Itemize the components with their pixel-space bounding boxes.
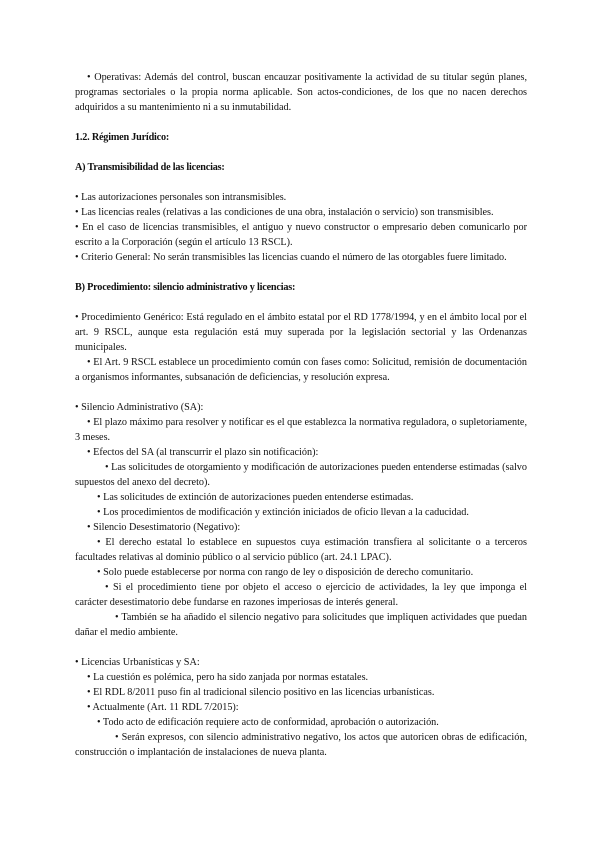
list-item: • También se ha añadido el silencio negativo para solicitudes que impliquen actividades que puedan dañar el medio ambiente. (75, 612, 527, 638)
list-item: • Las solicitudes de otorgamiento y modificación de autorizaciones pueden entenderse estimadas (salvo supuestos del anexo del decreto). (75, 462, 527, 488)
list-item: • Silencio Administrativo (SA): (75, 402, 204, 413)
list-item: • La cuestión es polémica, pero ha sido zanjada por normas estatales. (87, 672, 369, 683)
list-item: • Silencio Desestimatorio (Negativo): (87, 522, 241, 533)
list-item: • El RDL 8/2011 puso fin al tradicional silencio positivo en las licencias urbanísticas. (87, 687, 435, 698)
list-item: • Solo puede establecerse por norma con rango de ley o disposición de derecho comunitario. (97, 567, 474, 578)
list-item: • Si el procedimiento tiene por objeto el acceso o ejercicio de actividades, la ley que imponga el carácter desestimatorio debe fundarse en razones imperiosas de interés general. (75, 582, 527, 608)
list-item: • Criterio General: No serán transmisibles las licencias cuando el número de las otorgables fuere limitado. (75, 252, 507, 263)
list-item: • Las solicitudes de extinción de autorizaciones pueden entenderse estimadas. (97, 492, 414, 503)
list-item: • El plazo máximo para resolver y notificar es el que establezca la normativa reguladora, o supletoriamente, 3 meses. (75, 417, 527, 443)
list-item: • Las autorizaciones personales son intransmisibles. (75, 192, 287, 203)
list-item: • Los procedimientos de modificación y extinción iniciados de oficio llevan a la caducidad. (97, 507, 469, 518)
list-item: • El derecho estatal lo establece en supuestos cuya estimación transfiera al solicitante o a terceros facultades relativas al dominio público o al servicio público (art. 24.1 LPAC). (75, 537, 527, 563)
list-item: • Las licencias reales (relativas a las condiciones de una obra, instalación o servicio) son transmisibles. (75, 207, 494, 218)
section-1-2-heading: 1.2. Régimen Jurídico: (75, 132, 170, 143)
list-item: • Efectos del SA (al transcurrir el plazo sin notificación): (87, 447, 319, 458)
list-item: • Procedimiento Genérico: Está regulado en el ámbito estatal por el RD 1778/1994, y en el ámbito local por el art. 9 RSCL, aunque esta regulación está muy superada por la legislación sectorial y las Ordenanzas municipales. (75, 312, 527, 353)
section-b-heading: B) Procedimiento: silencio administrativo y licencias: (75, 282, 296, 293)
section-a-heading: A) Transmisibilidad de las licencias: (75, 162, 225, 173)
list-item: • Serán expresos, con silencio administrativo negativo, los actos que autoricen obras de edificación, construcción o implantación de instalaciones de nueva planta. (75, 732, 527, 758)
list-item: • Licencias Urbanísticas y SA: (75, 657, 200, 668)
list-item: • En el caso de licencias transmisibles, el antiguo y nuevo constructor o empresario deben comunicarlo por escrito a la Corporación (según el artículo 13 RSCL). (75, 222, 527, 248)
operativas-paragraph: • Operativas: Además del control, buscan encauzar positivamente la actividad de su titular según planes, programas sectoriales o la propia norma aplicable. Son actos-condiciones, de los que no nacen derechos adquiridos a su mantenimiento ni a su inmutabilidad. (75, 72, 527, 113)
list-item: • Actualmente (Art. 11 RDL 7/2015): (87, 702, 239, 713)
list-item: • Todo acto de edificación requiere acto de conformidad, aprobación o autorización. (97, 717, 439, 728)
document-page (75, 70, 527, 760)
list-item: • El Art. 9 RSCL establece un procedimiento común con fases como: Solicitud, remisión de documentación a organismos informantes, subsanación de deficiencias, y resolución expresa. (75, 357, 527, 383)
